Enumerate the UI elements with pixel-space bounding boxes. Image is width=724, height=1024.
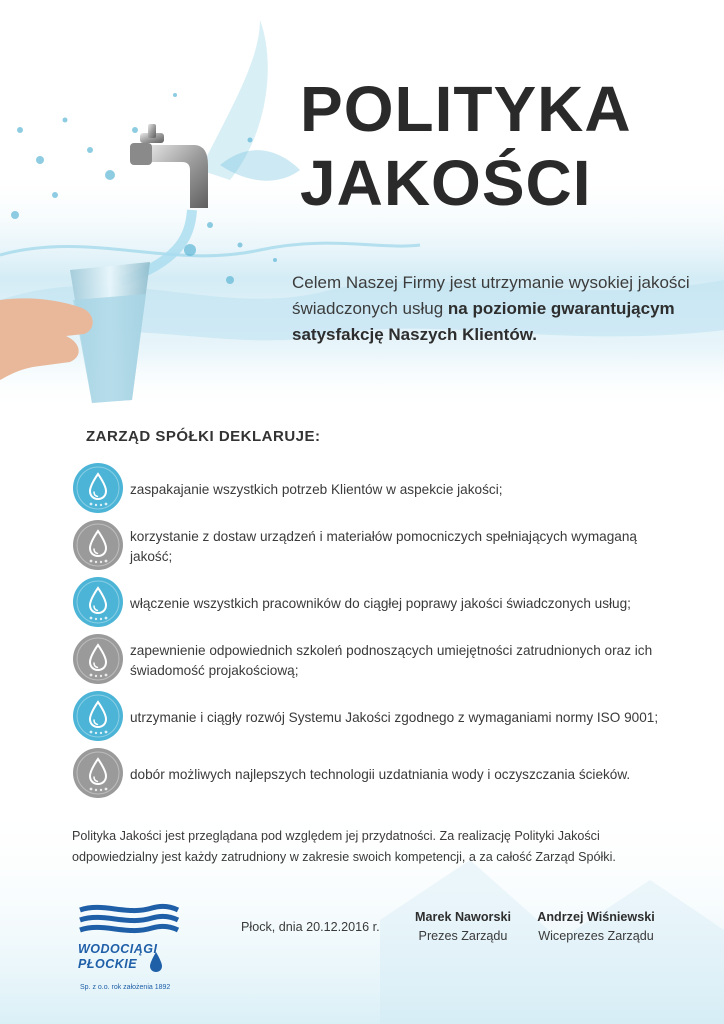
page-title <box>300 72 700 220</box>
logo-name-line-2: PŁOCKIE <box>78 957 138 971</box>
signatory-name: Andrzej Wiśniewski <box>537 910 655 924</box>
logo-name-line-1: WODOCIĄGI <box>78 942 158 956</box>
title-line-1: POLITYKA <box>300 73 632 145</box>
title-line-2: JAKOŚCI <box>300 147 592 219</box>
water-drop-icon <box>72 576 124 628</box>
intro-bold-text: na poziomie gwarantującym satysfakcję Naszych Klientów. <box>292 299 675 344</box>
list-item-text: korzystanie z dostaw urządzeń i materiałów pomocniczych spełniających wymaganą jakość; <box>130 529 637 564</box>
water-drop-icon <box>72 747 124 799</box>
logo-subtitle: Sp. z o.o. rok założenia 1892 <box>80 984 171 991</box>
signatory-role: Prezes Zarządu <box>418 929 508 943</box>
policy-review-note: Polityka Jakości jest przeglądana pod względem jej przydatności. Za realizację Polityki Jakości odpowiedzialny jest każdy zatrudniony w zakresie swoich kompetencji, a za całość Zarząd Spółki. <box>72 829 616 864</box>
signatory-name: Marek Naworski <box>415 910 511 924</box>
list-item-text: utrzymanie i ciągły rozwój Systemu Jakości zgodnego z wymaganiami normy ISO 9001; <box>130 710 659 725</box>
signature-block-president <box>408 908 518 946</box>
declaration-heading: ZARZĄD SPÓŁKI DEKLARUJE: <box>86 428 321 445</box>
water-drop-icon <box>72 462 124 514</box>
logo-wordmark <box>78 942 158 972</box>
water-drop-icon <box>72 633 124 685</box>
water-drop-icon <box>72 690 124 742</box>
list-item-text: zaspakajanie wszystkich potrzeb Klientów w aspekcie jakości; <box>130 482 503 497</box>
signatory-role: Wiceprezes Zarządu <box>538 929 654 943</box>
list-item-text: zapewnienie odpowiednich szkoleń podnoszących umiejętności zatrudnionych oraz ich świadomość projakościową; <box>130 643 653 678</box>
intro-plain-text: Celem Naszej Firmy jest utrzymanie wysokiej jakości świadczonych usług <box>292 273 690 318</box>
list-item-text: dobór możliwych najlepszych technologii uzdatniania wody i oczyszczania ścieków. <box>130 767 631 782</box>
list-item-text: włączenie wszystkich pracowników do ciągłej poprawy jakości świadczonych usług; <box>130 596 631 611</box>
place-date: Płock, dnia 20.12.2016 r. <box>241 920 380 934</box>
water-drop-icon <box>72 519 124 571</box>
signature-block-vice-president <box>536 908 656 946</box>
intro-statement <box>292 270 692 348</box>
